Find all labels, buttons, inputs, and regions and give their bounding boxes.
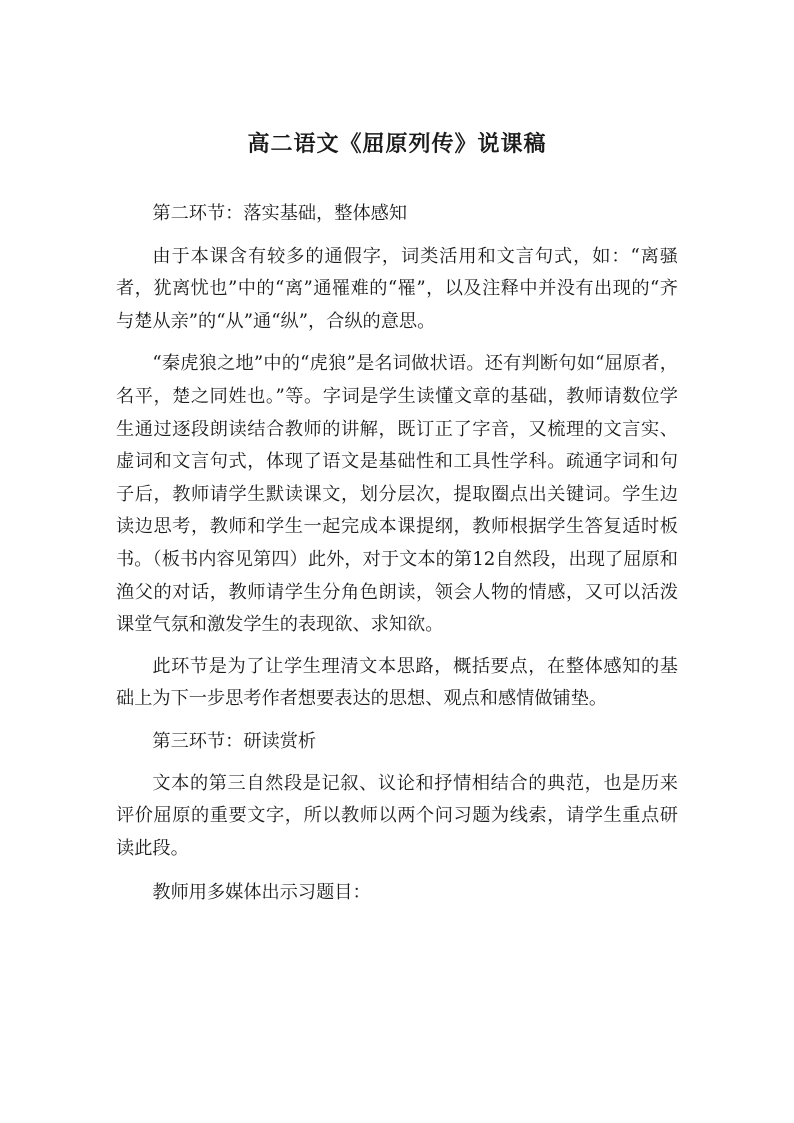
section-heading-3: 第三环节：研读赏析: [152, 730, 317, 752]
paragraph: 由于本课含有较多的通假字，词类活用和文言句式，如：“离骚者，犹离忧也”中的“离”通罹难的“罹”，以及注释中并没有出现的“齐与楚从亲”的“从”通“纵”，合纵的意思。: [116, 245, 678, 332]
document-title: 高二语文《屈原列传》说课稿: [247, 131, 547, 157]
paragraph: 教师用多媒体出示习题目：: [152, 882, 371, 904]
paragraph: “秦虎狼之地”中的“虎狼”是名词做状语。还有判断句如“屈原者，名平，楚之同姓也。”等。字词是学生读懂文章的基础，教师请数位学生通过逐段朗读结合教师的讲解，既订正了字音，又梳理的文言实、虚词和文言句式，体现了语文是基础性和工具性学科。疏通字词和句子后，教师请学生默读课文，划分层次，提取圈点出关键词。学生边读边思考，教师和学生一起完成本课提纲，教师根据学生答复适时板书。（板书内容见第四）此外，对于文本的第12自然段，出现了屈原和渔父的对话，教师请学生分角色朗读，领会人物的情感，又可以活泼课堂气氛和激发学生的表现欲、求知欲。: [116, 353, 678, 636]
section-heading-2: 第二环节：落实基础，整体感知: [152, 203, 408, 224]
document-body: [116, 198, 678, 910]
paragraph: 文本的第三自然段是记叙、议论和抒情相结合的典范，也是历来评价屈原的重要文字，所以教师以两个问习题为线索，请学生重点研读此段。: [116, 772, 678, 859]
paragraph: 此环节是为了让学生理清文本思路，概括要点，在整体感知的基础上为下一步思考作者想要表达的思想、观点和感情做铺垫。: [116, 655, 678, 710]
